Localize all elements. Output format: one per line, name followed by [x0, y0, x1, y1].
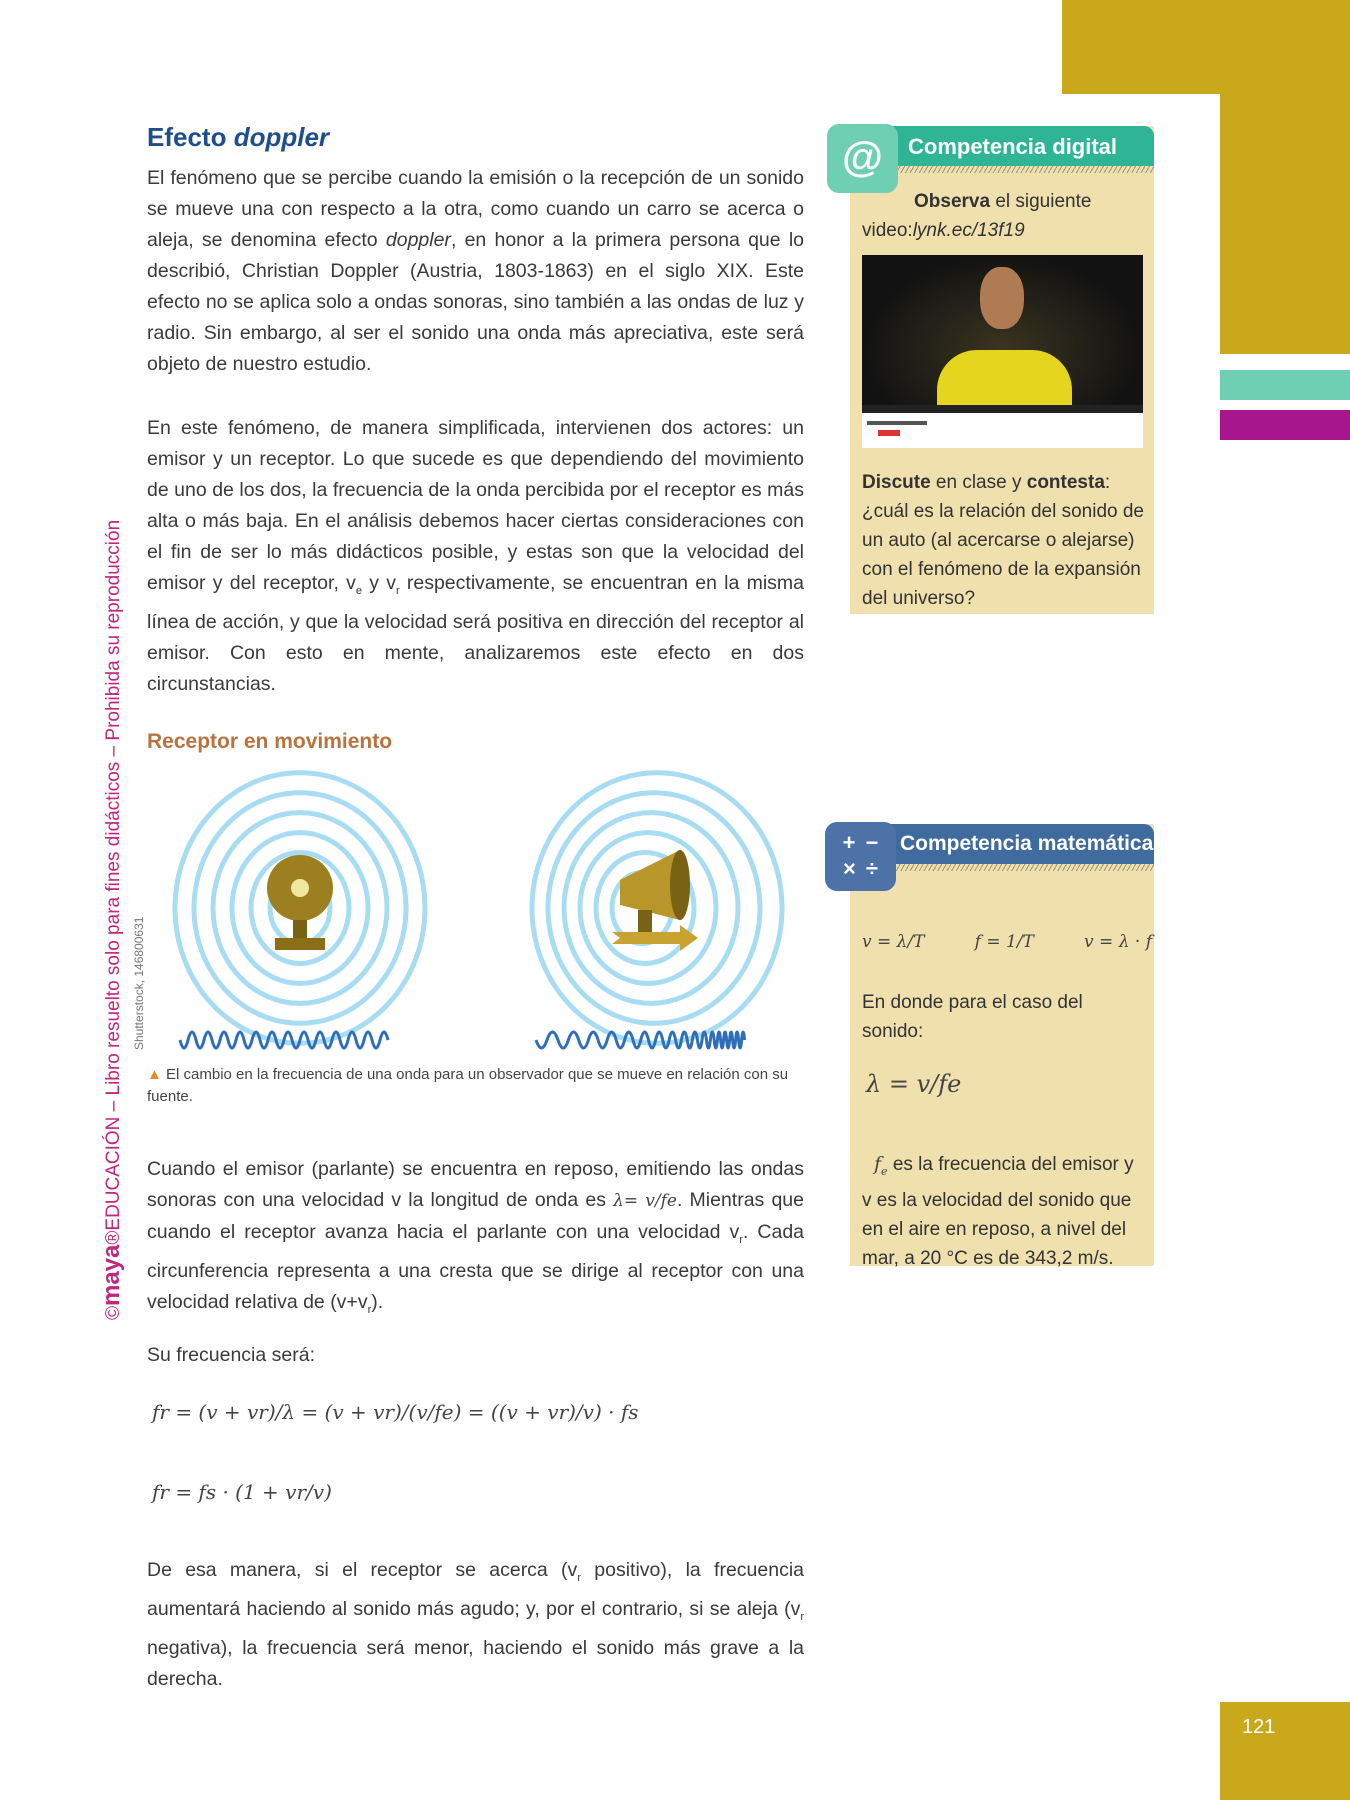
video-thumbnail[interactable]	[862, 255, 1143, 448]
wave-formula: v = λ · f	[1084, 932, 1152, 952]
presenter-shirt	[937, 350, 1072, 413]
notice-text: EDUCACIÓN – Libro resuelto solo para fines didácticos – Prohibida su reproducción	[103, 519, 124, 1231]
constant-frequency-wave	[180, 1032, 388, 1048]
digital-header	[880, 126, 1154, 166]
velocity-formula: v = λ/T	[862, 932, 925, 952]
corner-block-side	[1220, 94, 1350, 354]
paragraph-emitter: Cuando el emisor (parlante) se encuentra en reposo, emitiendo las ondas sonoras con una velocidad v la longitud de onda es λ= v/fe. Mientras que cuando el receptor avanza hacia el parlante con una velocidad $v_r$. Cada circunferencia representa a una cresta que se dirige al receptor con una velocidad relativa de $(v+v_r)$.	[147, 1158, 805, 1316]
video-info-bar	[867, 421, 927, 425]
math-text-2: $f_e$ es la frecuencia del emisor y v es la velocidad del sonido que en el aire en reposo, a nivel del mar, a 20 °C es de 343,2 m/s.	[862, 1153, 1134, 1269]
at-icon: @	[827, 124, 898, 193]
paragraph-actors: En este fenómeno, de manera simplificada, intervienen dos actores: un emisor y un receptor. Lo que sucede es que dependiendo del movimiento de uno de los dos, la frecuencia de la onda percibida por el receptor es más alta o más baja. En el análisis debemos hacer ciertas consideraciones con el fin de ser lo más didácticos posible, y estas son que la velocidad del emisor y del receptor, $v_e$ y $v_r$ respectivamente, se encuentran en la misma línea de acción, y que la velocidad será positiva en dirección del receptor al emisor. Con esto en mente, analizaremos este efecto en dos circunstancias.	[147, 417, 804, 695]
video-link[interactable]: lynk.ec/13f19	[912, 220, 1025, 241]
digital-observe: Observa el siguiente video:lynk.ec/13f19	[862, 191, 1092, 241]
presenter-head	[980, 267, 1024, 329]
math-text-1: En donde para el caso del sonido:	[862, 992, 1083, 1042]
corner-block-top	[1062, 0, 1350, 94]
doppler-figure	[150, 770, 790, 1060]
teal-tab	[1220, 370, 1350, 400]
paragraph-conclusion: De esa manera, si el receptor se acerca ($v_r$ positivo), la frecuencia aumentará haciendo al sonido más agudo; y, por el contrario, si se aleja ($v_r$ negativa), la frecuencia será menor, haciendo el sonido más grave a la derecha.	[147, 1559, 804, 1690]
lambda-formula: λ = v/fe	[866, 1070, 962, 1098]
image-credit: Shutterstock, 146800631	[132, 916, 146, 1050]
math-title: Competencia matemática	[900, 832, 1154, 855]
paragraph-intro: El fenómeno que se percibe cuando la emisión o la recepción de un sonido se mueve una con respecto a la otra, como cuando un carro se acerca o aleja, se denomina efecto doppler, en honor a la primera persona que lo describió, Christian Doppler (Austria, 1803-1863) en el siglo XIX. Este efecto no se aplica solo a ondas sonoras, sino también a las ondas de luz y radio. Sin embargo, al ser el sonido una onda más apreciativa, este será objeto de nuestro estudio.	[147, 167, 804, 375]
digital-discuss: Discute en clase y contesta: ¿cuál es la relación del sonido de un auto (al acercarse o alejarse) con el fenómeno de la expansión del universo?	[862, 472, 1145, 609]
equation-1: fr = (v + vr)/λ = (v + vr)/(v/fe) = ((v + vr)/v) · fs	[152, 1400, 639, 1424]
copyright-notice	[98, 480, 126, 1320]
speaker-stand	[293, 920, 307, 940]
megaphone-mouth	[670, 850, 690, 920]
motion-arrow-icon	[612, 925, 698, 951]
digital-hatch	[895, 166, 1154, 173]
arithmetic-symbols: + − × ÷	[842, 830, 879, 881]
arithmetic-icon	[825, 822, 896, 891]
copyright-symbol: ©	[103, 1306, 124, 1320]
digital-title: Competencia digital	[908, 134, 1118, 159]
megaphone-stand	[638, 910, 652, 932]
section-title: Efecto doppler	[147, 122, 330, 152]
math-hatch	[895, 864, 1154, 871]
math-formulas	[862, 932, 1152, 952]
page-number: 121	[1242, 1716, 1276, 1738]
page-number-box	[1220, 1702, 1350, 1800]
magenta-tab	[1220, 410, 1350, 440]
equation-2: fr = fs · (1 + vr/v)	[152, 1480, 332, 1504]
figure-caption: ▲ El cambio en la frecuencia de una onda para un observador que se mueve en relación con su fuente.	[147, 1066, 789, 1105]
increasing-frequency-wave	[536, 1032, 745, 1048]
frequency-label: Su frecuencia será:	[147, 1344, 316, 1366]
caption-triangle-icon: ▲	[147, 1066, 167, 1083]
subtitle-receptor: Receptor en movimiento	[147, 730, 393, 753]
subscribe-button[interactable]	[878, 430, 900, 436]
video-controls[interactable]	[862, 405, 1143, 413]
lambda-inline-formula: λ= v/fe	[613, 1191, 677, 1211]
fe-symbol: $f_e$	[874, 1153, 888, 1178]
frequency-formula: f = 1/T	[974, 932, 1034, 952]
math-header	[880, 824, 1154, 864]
speaker-center	[291, 879, 309, 897]
speaker-base	[275, 938, 325, 950]
registered-mark: ®	[103, 1230, 124, 1245]
brand-logo: maya	[98, 1244, 125, 1306]
